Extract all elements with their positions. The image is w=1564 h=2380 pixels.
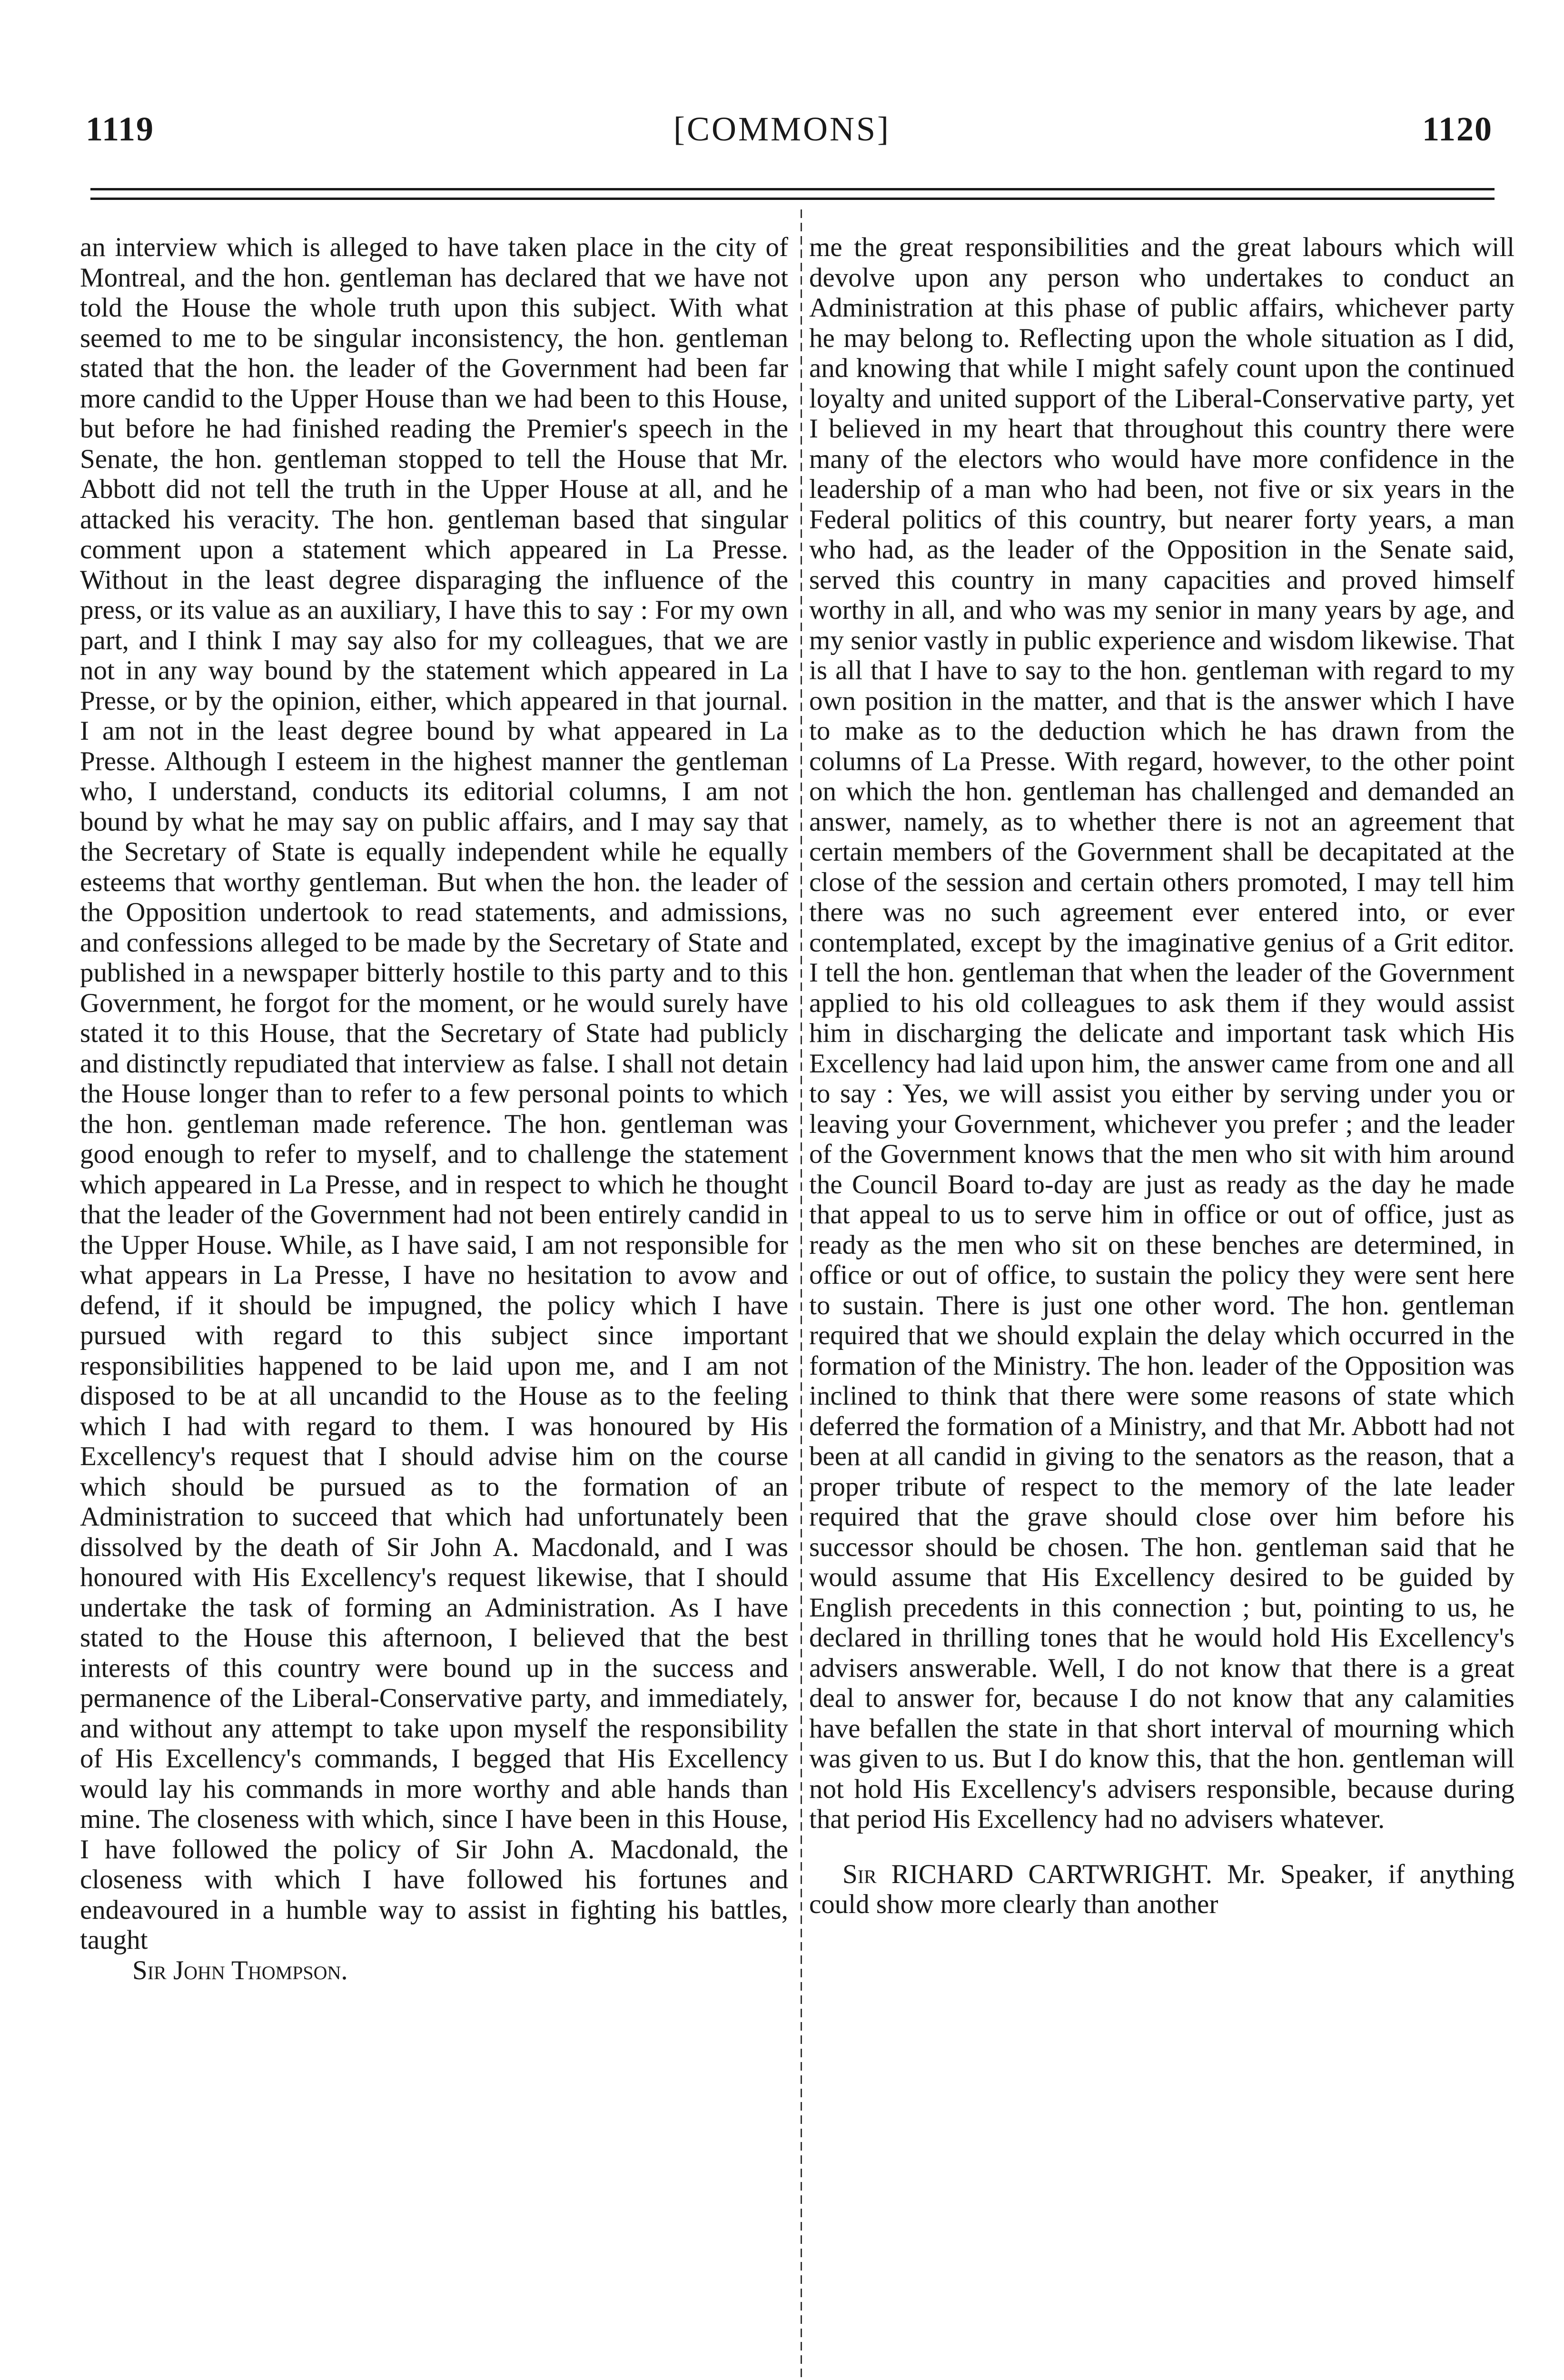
page-header (0, 109, 1564, 167)
speech-text: Mr. Speaker, if anything could show more clearly than another (809, 1859, 1515, 1919)
right-page-number: 1120 (1422, 110, 1493, 148)
right-column-speech (809, 1859, 1515, 1920)
header-rule-bottom (90, 198, 1495, 200)
speaker-label: Sir John Thompson. (132, 1955, 348, 1985)
left-column (80, 232, 788, 1985)
speaker-name: Sir RICHARD CARTWRIGHT. (842, 1859, 1212, 1889)
column-divider (801, 209, 802, 2380)
page-title: [COMMONS] (673, 110, 891, 148)
right-column-paragraph: me the great responsibilities and the great labours which will devolve upon any person who undertakes to conduct an Administration at this phase of public affairs, whichever party he may belong to. Reflecting upon the whole situation as I did, and knowing that while I might safely count upon the continued loyalty and united support of the Liberal-Conservative party, yet I believed in my heart that throughout this country there were many of the electors who would have more confidence in the leadership of a man who had been, not five or six years in the Federal politics of this country, but nearer forty years, a man who had, as the leader of the Opposition in the Senate said, served this country in many capacities and proved himself worthy in all, and who was my senior in many years by age, and my senior vastly in public experience and wisdom likewise. That is all that I have to say to the hon. gentleman with regard to my own position in the matter, and that is the answer which I have to make as to the deduction which he has drawn from the columns of La Presse. With regard, however, to the other point on which the hon. gentleman has challenged and demanded an answer, namely, as to whether there is not an agreement that certain members of the Government shall be decapitated at the close of the session and certain others promoted, I may tell him there was no such agreement ever entered into, or ever contemplated, except by the imaginative genius of a Grit editor. I tell the hon. gentleman that when the leader of the Government applied to his old colleagues to ask them if they would assist him in discharging the delicate and important task which His Excellency had laid upon him, the answer came from one and all to say : Yes, we will assist you either by serving under you or leaving your Government, whichever you prefer ; and the leader of the Government knows that the men who sit with him around the Council Board to-day are just as ready as the day he made that appeal to us to serve him in office or out of office, just as ready as the men who sit on these benches are determined, in office or out of office, to sustain the policy they were sent here to sustain. There is just one other word. The hon. gentleman required that we should explain the delay which occurred in the formation of the Ministry. The hon. leader of the Opposition was inclined to think that there were some reasons of state which deferred the formation of a Ministry, and that Mr. Abbott had not been at all candid in giving to the senators as the reason, that a proper tribute of respect to the memory of the late leader required that the grave should close over him before his successor should be chosen. The hon. gentleman said that he would assume that His Excellency desired to be guided by English precedents in this connection ; but, pointing to us, he declared in thrilling tones that he would hold His Excellency's advisers answerable. Well, I do not know that there is a great deal to answer for, because I do not know that any calamities have befallen the state in that short interval of mourning which was given to us. But I do know this, that the hon. gentleman will not hold His Excellency's advisers responsible, because during that period His Excellency had no advisers whatever. (809, 232, 1515, 1834)
header-rule-top (90, 188, 1495, 190)
left-column-paragraph: an interview which is alleged to have taken place in the city of Montreal, and the hon. gentleman has declared that we have not told the House the whole truth upon this subject. With what seemed to me to be singular inconsistency, the hon. gentleman stated that the hon. the leader of the Government had been far more candid to the Upper House than we had been to this House, but before he had finished reading the Premier's speech in the Senate, the hon. gentleman stopped to tell the House that Mr. Abbott did not tell the truth in the Upper House at all, and he attacked his veracity. The hon. gentleman based that singular comment upon a statement which appeared in La Presse. Without in the least degree disparaging the influence of the press, or its value as an auxiliary, I have this to say : For my own part, and I think I may say also for my colleagues, that we are not in any way bound by the statement which appeared in La Presse, or by the opinion, either, which appeared in that journal. I am not in the least degree bound by what appeared in La Presse. Although I esteem in the highest manner the gentleman who, I understand, conducts its editorial columns, I am not bound by what he may say on public affairs, and I may say that the Secretary of State is equally independent while he equally esteems that worthy gentleman. But when the hon. the leader of the Opposition undertook to read statements, and admissions, and confessions alleged to be made by the Secretary of State and published in a newspaper bitterly hostile to this party and to this Government, he forgot for the moment, or he would surely have stated it to this House, that the Secretary of State had publicly and distinctly repudiated that interview as false. I shall not detain the House longer than to refer to a few personal points to which the hon. gentleman made reference. The hon. gentleman was good enough to refer to myself, and to challenge the statement which appeared in La Presse, and in respect to which he thought that the leader of the Government had not been entirely candid in the Upper House. While, as I have said, I am not responsible for what appears in La Presse, I have no hesitation to avow and defend, if it should be impugned, the policy which I have pursued with regard to this subject since important responsibilities happened to be laid upon me, and I am not disposed to be at all uncandid to the House as to the feeling which I had with regard to them. I was honoured by His Excellency's request that I should advise him on the course which should be pursued as to the formation of an Administration to succeed that which had unfortunately been dissolved by the death of Sir John A. Macdonald, and I was honoured with His Excellency's request likewise, that I should undertake the task of forming an Administration. As I have stated to the House this afternoon, I believed that the best interests of this country were bound up in the success and permanence of the Liberal-Conservative party, and immediately, and without any attempt to take upon myself the responsibility of His Excellency's commands, I begged that His Excellency would lay his commands in more worthy and able hands than mine. The closeness with which, since I have been in this House, I have followed the policy of Sir John A. Macdonald, the closeness with which I have followed his fortunes and endeavoured in a humble way to assist in fighting his battles, taught (80, 232, 788, 1955)
right-column (809, 232, 1515, 1920)
left-page-number: 1119 (86, 110, 155, 148)
